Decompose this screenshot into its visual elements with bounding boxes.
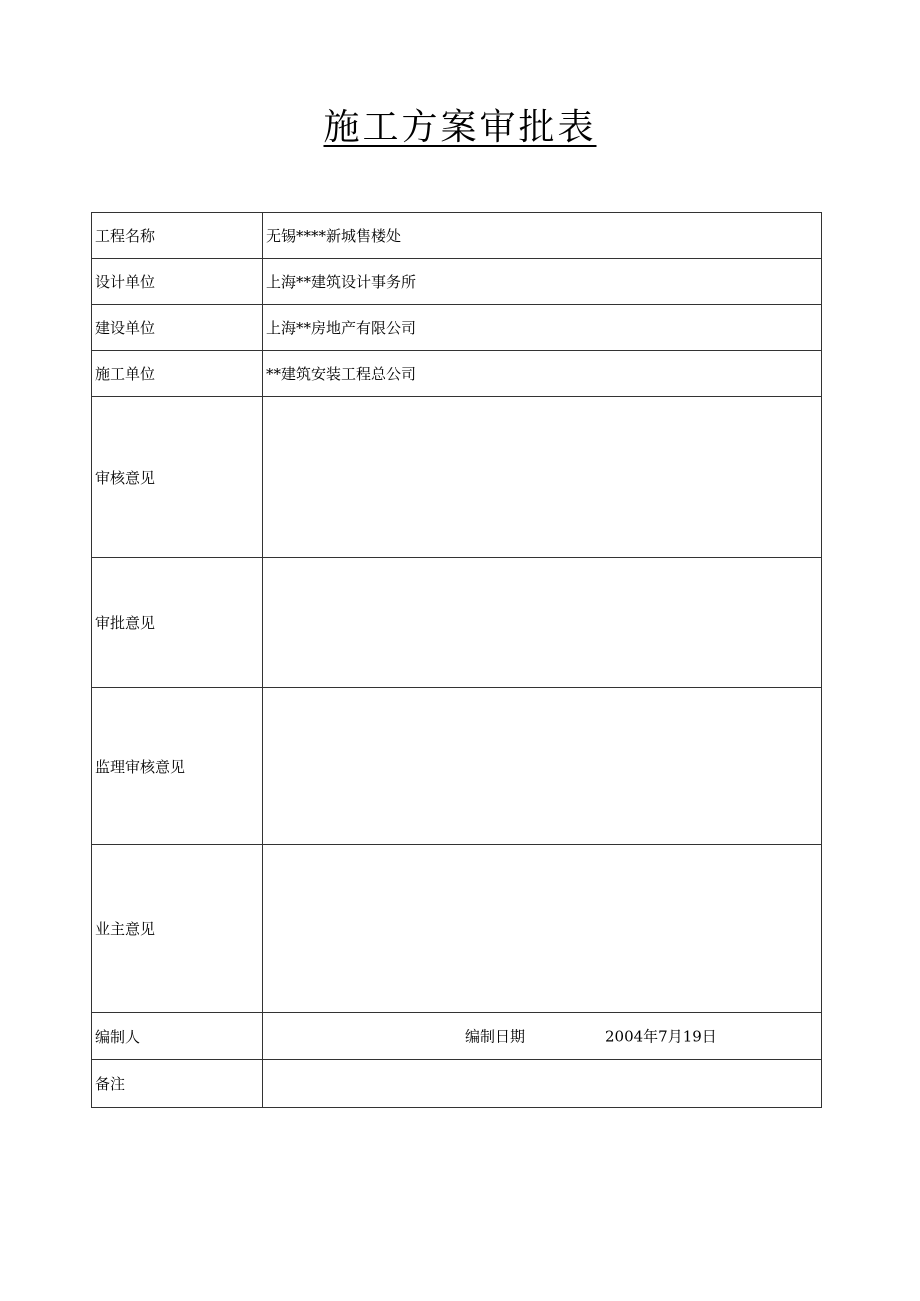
author-field[interactable]	[263, 1013, 822, 1060]
design-unit-value[interactable]: 上海**建筑设计事务所	[263, 259, 822, 305]
approval-opinion-label: 审批意见	[92, 558, 263, 688]
review-opinion-label: 审核意见	[92, 397, 263, 558]
project-name-value[interactable]: 无锡****新城售楼处	[263, 213, 822, 259]
construction-unit-value[interactable]: **建筑安装工程总公司	[263, 351, 822, 397]
supervisor-opinion-field[interactable]	[263, 688, 822, 845]
construction-unit-label: 施工单位	[92, 351, 263, 397]
approval-opinion-field[interactable]	[263, 558, 822, 688]
project-name-label: 工程名称	[92, 213, 263, 259]
date-label: 编制日期	[465, 1027, 526, 1046]
author-label: 编制人	[92, 1013, 263, 1060]
client-unit-label: 建设单位	[92, 305, 263, 351]
approval-form-table	[91, 212, 822, 1108]
row-client-unit	[92, 305, 822, 351]
row-construction-unit	[92, 351, 822, 397]
row-design-unit	[92, 259, 822, 305]
document-title-text: 施工方案审批表	[323, 107, 597, 148]
remarks-field[interactable]	[263, 1060, 822, 1108]
owner-opinion-field[interactable]	[263, 845, 822, 1013]
row-project-name	[92, 213, 822, 259]
row-owner-opinion	[92, 845, 822, 1013]
row-author	[92, 1013, 822, 1060]
design-unit-label: 设计单位	[92, 259, 263, 305]
supervisor-opinion-label: 监理审核意见	[92, 688, 263, 845]
remarks-label: 备注	[92, 1060, 263, 1108]
row-approval-opinion	[92, 558, 822, 688]
row-supervisor-opinion	[92, 688, 822, 845]
owner-opinion-label: 业主意见	[92, 845, 263, 1013]
client-unit-value[interactable]: 上海**房地产有限公司	[263, 305, 822, 351]
document-title	[0, 104, 920, 152]
date-value: 2004年7月19日	[605, 1027, 717, 1046]
row-remarks	[92, 1060, 822, 1108]
review-opinion-field[interactable]	[263, 397, 822, 558]
row-review-opinion	[92, 397, 822, 558]
